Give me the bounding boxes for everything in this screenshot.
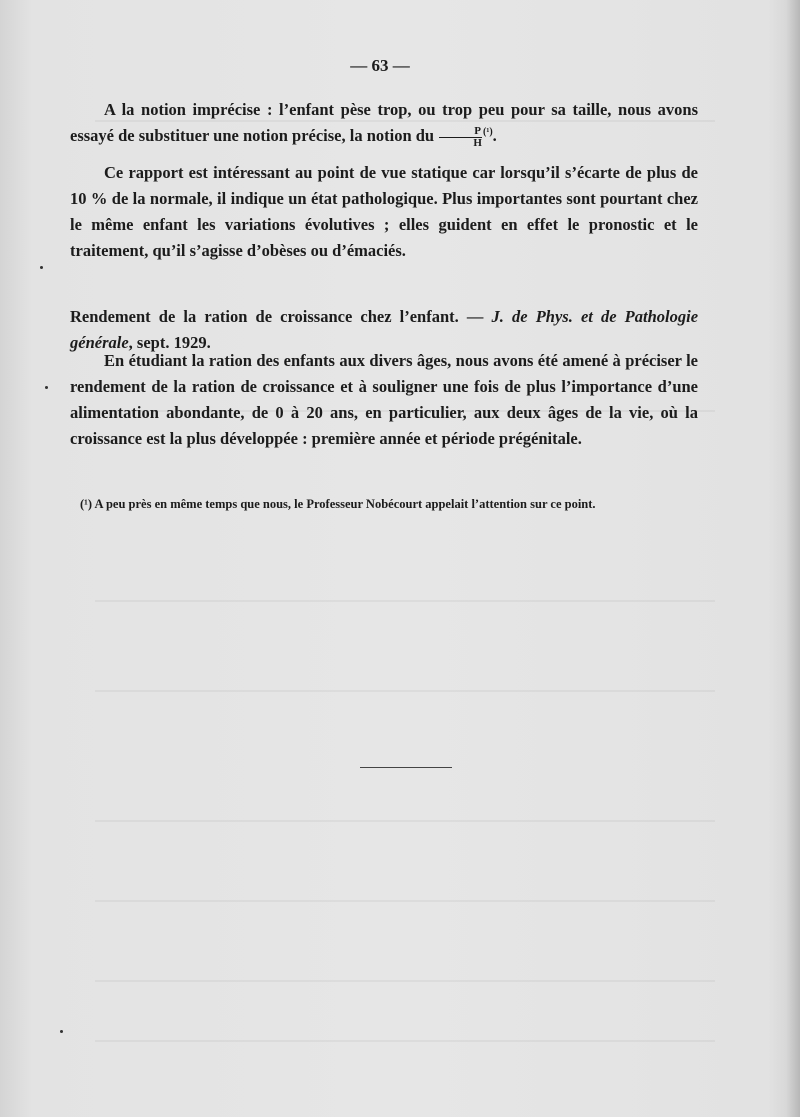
show-through xyxy=(95,1040,715,1042)
footnote-reference: (¹) xyxy=(482,126,493,138)
show-through xyxy=(95,980,715,982)
page-number: — 63 — xyxy=(350,56,410,75)
paragraph-notion xyxy=(70,97,698,149)
show-through xyxy=(95,900,715,902)
fraction-numerator: P xyxy=(439,126,482,138)
section-title: Rendement de la ration de croissance chez l’enfant. xyxy=(70,307,459,326)
journal-reference: J. de Phys. et de Pathologie générale xyxy=(70,307,699,352)
section-separator: — xyxy=(458,307,492,326)
show-through xyxy=(95,690,715,692)
publication-date: , sept. 1929. xyxy=(128,333,211,352)
page-edge-shadow xyxy=(786,0,800,1117)
footnote xyxy=(70,494,698,514)
margin-mark xyxy=(40,266,43,269)
show-through xyxy=(95,600,715,602)
footnote-marker: (¹) xyxy=(80,497,93,511)
paragraph-notion-text: A la notion imprécise : l’enfant pèse trop, ou trop peu pour sa taille, nous avons essayé de substituer une notion précise, la notion du xyxy=(70,100,698,145)
show-through xyxy=(95,820,715,822)
fraction-denominator: H xyxy=(473,136,482,149)
margin-mark xyxy=(60,1030,63,1033)
margin-mark xyxy=(45,386,48,389)
paragraph-notion-end: . xyxy=(492,126,497,145)
separator-rule xyxy=(360,767,452,768)
paragraph-ration: En étudiant la ration des enfants aux divers âges, nous avons été amené à préciser le rendement de la ration de croissance et à souligner une fois de plus l’importance d’une alimentation abondante, de 0 à 20 ans, en particulier, aux deux âges de la vie, où la croissance est la plus développée : première année et période prégénitale. xyxy=(70,351,698,448)
ratio-fraction xyxy=(439,126,482,149)
paragraph-rapport: Ce rapport est intéressant au point de vue statique car lorsqu’il s’écarte de plus de 10 % de la normale, il indique un état pathologique. Plus importantes sont pourtant chez le même enfant les variations évolutives ; elles guident en effet le pronostic et le traitement, qu’il s’agisse d’obèses ou d’émaciés. xyxy=(70,163,698,260)
footnote-text: A peu près en même temps que nous, le Professeur Nobécourt appelait l’attention sur ce point. xyxy=(92,497,596,511)
